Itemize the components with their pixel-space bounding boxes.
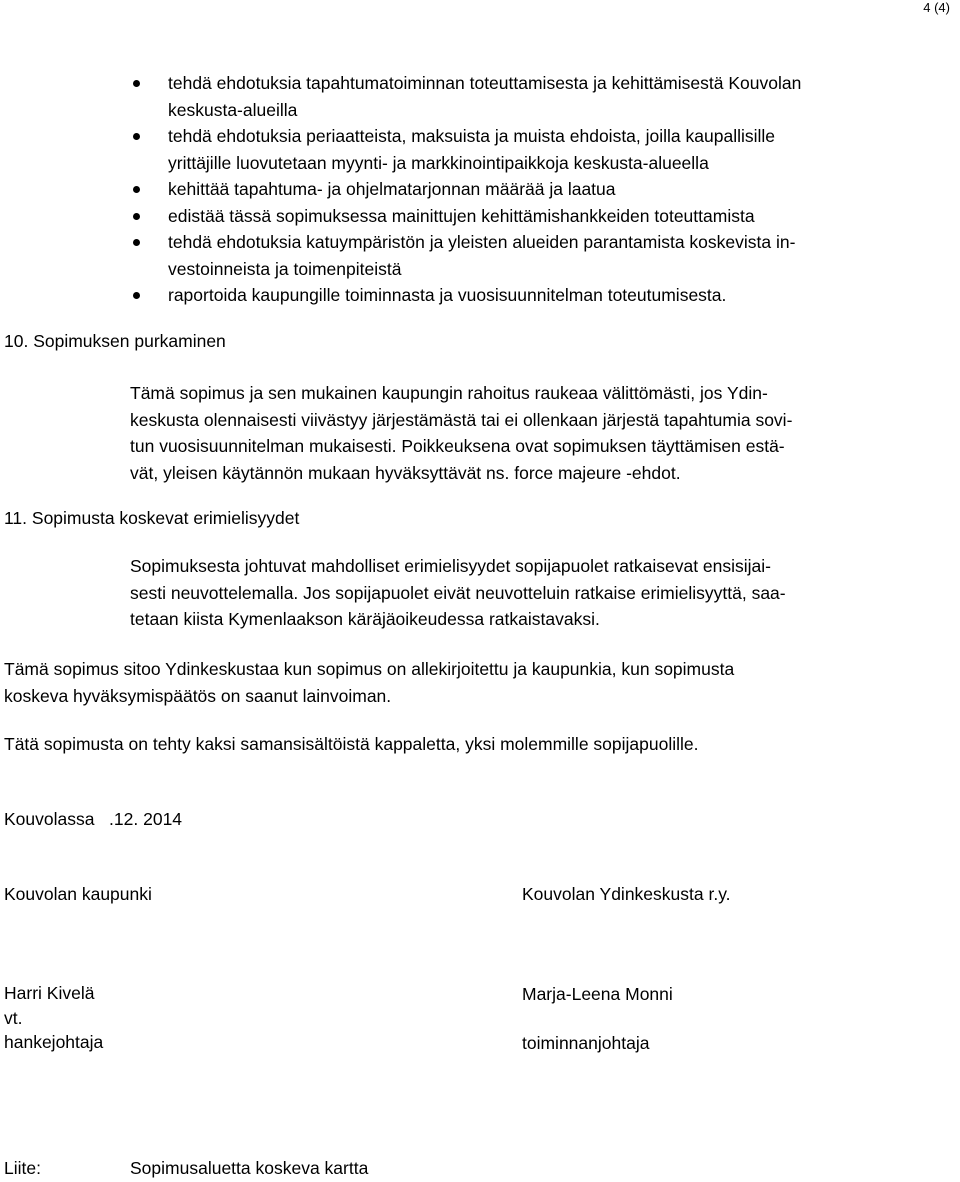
bullet-line: edistää tässä sopimuksessa mainittujen kehittämishankkeiden toteuttamista bbox=[168, 205, 755, 226]
signer-name: Harri Kivelä bbox=[4, 983, 95, 1003]
copies-paragraph: Tätä sopimusta on tehty kaksi samansisältöistä kappaletta, yksi molemmille sopijapuolille. bbox=[4, 734, 699, 754]
section-10-heading: 10. Sopimuksen purkaminen bbox=[4, 331, 226, 351]
bullet-line: tehdä ehdotuksia periaatteista, maksuista ja muista ehdoista, joilla kaupallisille bbox=[168, 126, 776, 146]
page-number: 4 (4) bbox=[923, 0, 950, 15]
bullet-item bbox=[130, 282, 960, 309]
paragraph-line: keskusta olennaisesti viivästyy järjestämästä tai ei ollenkaan järjestä tapahtumia sovi- bbox=[130, 409, 793, 430]
paragraph-line: koskeva hyväksymispäätös on saanut lainvoiman. bbox=[4, 685, 392, 706]
bullet-line: kehittää tapahtuma- ja ohjelmatarjonnan määrää ja laatua bbox=[168, 179, 616, 199]
attachment-text: Sopimusaluetta koskeva kartta bbox=[130, 1158, 369, 1178]
bullet-line: tehdä ehdotuksia katuympäristön ja yleisten alueiden parantamista koskevista in- bbox=[168, 232, 796, 252]
section-10-paragraph bbox=[130, 380, 792, 486]
bullet-item bbox=[130, 203, 960, 230]
place-date: Kouvolassa .12. 2014 bbox=[4, 809, 183, 829]
paragraph-line: Sopimuksesta johtuvat mahdolliset erimielisyydet sopijapuolet ratkaisevat ensisijai- bbox=[130, 556, 771, 576]
paragraph-line: tun vuosisuunnitelman mukaisesti. Poikkeuksena ovat sopimuksen täyttämisen estä- bbox=[130, 436, 785, 456]
binding-paragraph bbox=[4, 656, 734, 709]
section-11-heading: 11. Sopimusta koskevat erimielisyydet bbox=[4, 508, 300, 528]
bullet-item bbox=[130, 229, 960, 282]
bullet-line: yrittäjille luovutetaan myynti- ja markkinointipaikkoja keskusta-alueella bbox=[168, 152, 709, 173]
bullet-line: keskusta-alueilla bbox=[168, 99, 298, 120]
bullet-item bbox=[130, 176, 960, 203]
bullet-dot-icon bbox=[133, 80, 140, 87]
signer-right-title: toiminnanjohtaja bbox=[522, 1033, 650, 1053]
signer-right-name: Marja-Leena Monni bbox=[522, 984, 673, 1004]
signer-left bbox=[4, 981, 103, 1055]
task-bullet-list bbox=[130, 70, 960, 309]
bullet-dot-icon bbox=[133, 186, 140, 193]
party-right: Kouvolan Ydinkeskusta r.y. bbox=[522, 884, 731, 904]
bullet-item bbox=[130, 123, 960, 176]
attachment-label: Liite: bbox=[4, 1158, 41, 1178]
paragraph-line: sesti neuvottelemalla. Jos sopijapuolet eivät neuvotteluin ratkaise erimielisyyttä, saa- bbox=[130, 582, 786, 603]
paragraph-line: Tämä sopimus ja sen mukainen kaupungin rahoitus raukeaa välittömästi, jos Ydin- bbox=[130, 383, 768, 403]
bullet-dot-icon bbox=[133, 292, 140, 299]
bullet-dot-icon bbox=[133, 213, 140, 220]
bullet-line: vestoinneista ja toimenpiteistä bbox=[168, 258, 402, 279]
section-11-paragraph bbox=[130, 553, 786, 633]
bullet-line: tehdä ehdotuksia tapahtumatoiminnan toteuttamisesta ja kehittämisestä Kouvolan bbox=[168, 73, 802, 93]
party-left: Kouvolan kaupunki bbox=[4, 884, 152, 904]
bullet-item bbox=[130, 70, 960, 123]
bullet-line: raportoida kaupungille toiminnasta ja vuosisuunnitelman toteutumisesta. bbox=[168, 285, 727, 305]
signer-title: vt. bbox=[4, 1007, 23, 1028]
signer-title: hankejohtaja bbox=[4, 1032, 104, 1052]
paragraph-line: Tämä sopimus sitoo Ydinkeskustaa kun sopimus on allekirjoitettu ja kaupunkia, kun sopimusta bbox=[4, 659, 735, 679]
paragraph-line: tetaan kiista Kymenlaakson käräjäoikeudessa ratkaistavaksi. bbox=[130, 609, 600, 629]
bullet-dot-icon bbox=[133, 133, 140, 140]
paragraph-line: vät, yleisen käytännön mukaan hyväksyttävät ns. force majeure -ehdot. bbox=[130, 462, 681, 483]
bullet-dot-icon bbox=[133, 239, 140, 246]
